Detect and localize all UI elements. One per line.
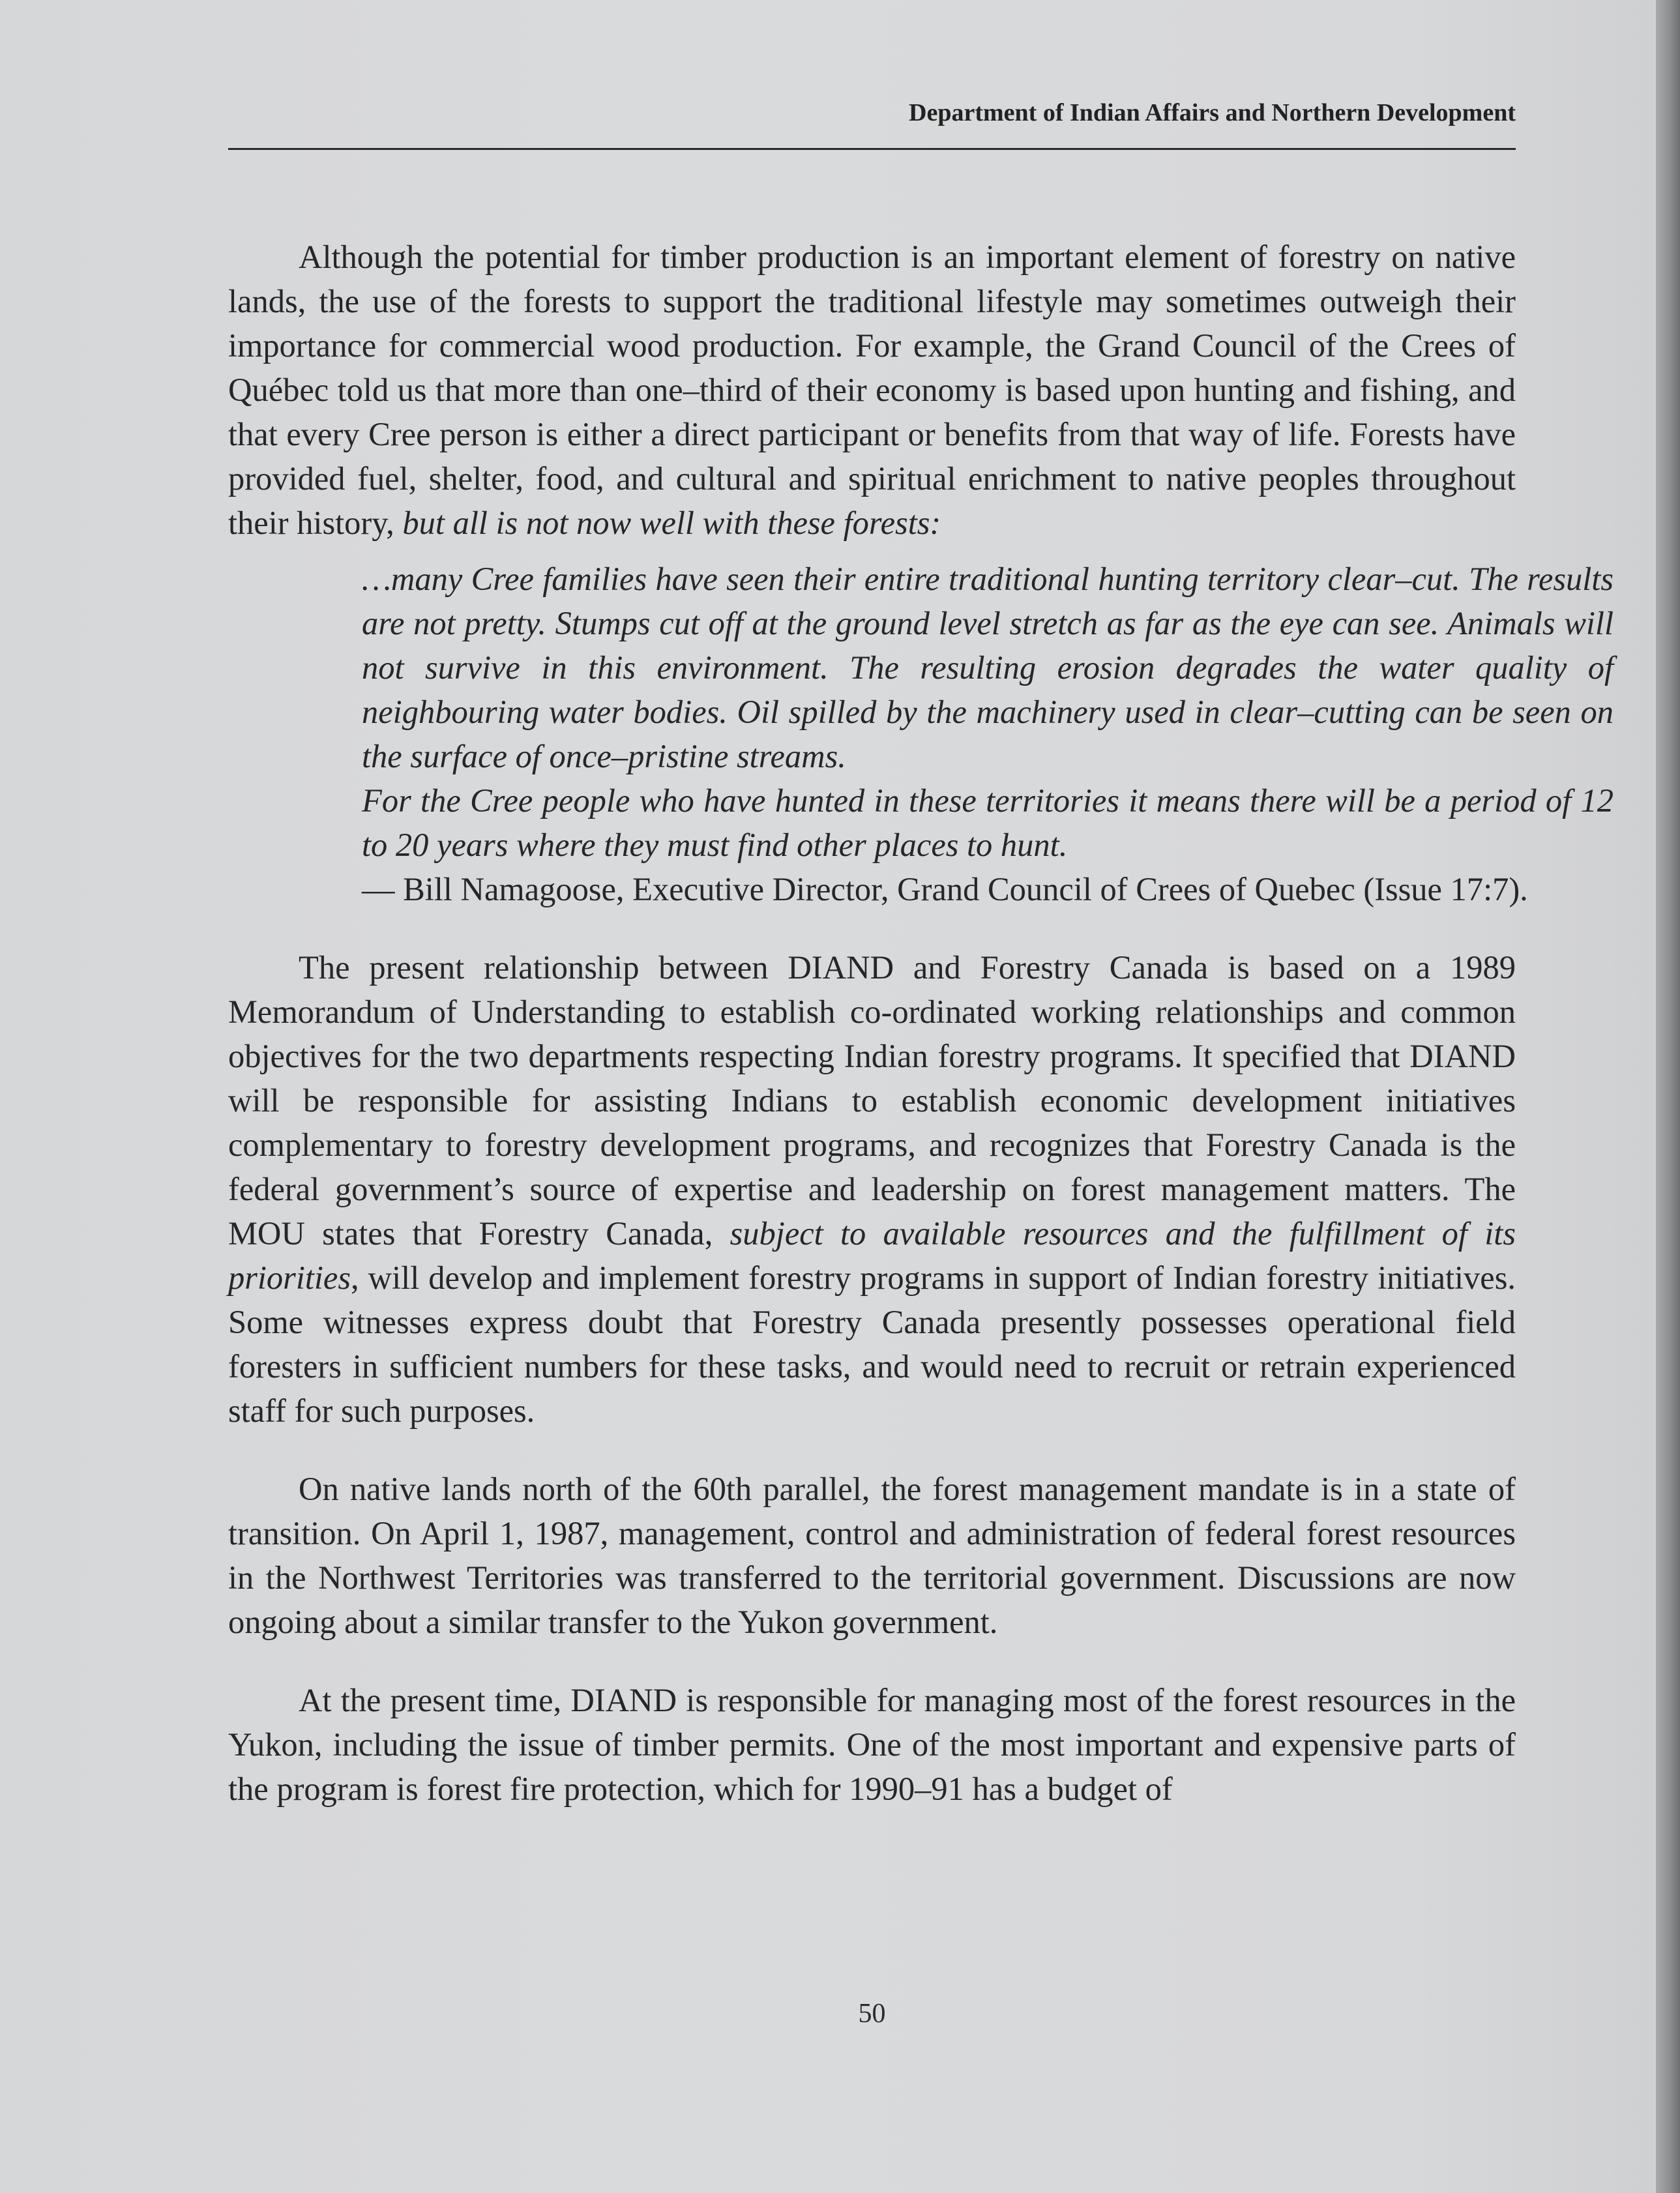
paragraph-1-text: Although the potential for timber production is an important element of forestry on native lands, the use of the forests to support the traditional lifestyle may sometimes outweigh their importance for commercial wood production. For example, the Grand Council of the Crees of Québec told us that more than one–third of their economy is based upon hunting and fishing, and that every Cree person is either a direct participant or benefits from that way of life. Forests have provided fuel, shelter, food, and cultural and spiritual enrichment to native peoples throughout their history, [228, 239, 1516, 541]
paragraph-2-text: The present relationship between DIAND and Forestry Canada is based on a 1989 Memorandum of Understanding to establish co-ordinated working relationships and common objectives for the two departments respecting Indian forestry programs. It specified that DIAND will be responsible for assisting Indians to establish economic development initiatives complementary to forestry development programs, and recognizes that Forestry Canada is the federal government’s source of expertise and leadership on forest management matters. The MOU states that Forestry Canada, [228, 949, 1516, 1252]
block-quote [362, 557, 1614, 911]
paragraph-2-text-end: , will develop and implement forestry programs in support of Indian forestry initiatives. Some witnesses express doubt that Forestry Canada presently possesses operational field foresters in sufficient numbers for these tasks, and would need to recruit or retrain experienced staff for such purposes. [228, 1259, 1516, 1429]
page-number: 50 [858, 1999, 886, 2029]
paragraph-2 [228, 945, 1516, 1433]
paragraph-4: At the present time, DIAND is responsible for managing most of the forest resources in the Yukon, including the issue of timber permits. One of the most important and expensive parts of the program is forest fire protection, which for 1990–91 has a budget of [228, 1682, 1516, 1807]
header-rule [228, 148, 1516, 150]
quote-part-1: …many Cree families have seen their entire traditional hunting territory clear–cut. The results are not pretty. Stumps cut off at the ground level stretch as far as the eye can see. Animals will not survive in this environment. The resulting erosion degrades the water quality of neighbouring water bodies. Oil spilled by the machinery used in clear–cutting can be seen on the surface of once–pristine streams. [362, 561, 1614, 774]
paragraph-1 [228, 235, 1516, 545]
quote-part-2: For the Cree people who have hunted in these territories it means there will be a period of 12 to 20 years where they must find other places to hunt. [362, 782, 1614, 863]
body-text [228, 235, 1614, 1811]
page-binding-edge [1656, 0, 1680, 2193]
paragraph-1-italic: but all is not now well with these forests: [402, 505, 941, 541]
running-header: Department of Indian Affairs and Northern Development [909, 99, 1516, 126]
paragraph-3: On native lands north of the 60th parallel, the forest management mandate is in a state of transition. On April 1, 1987, management, control and administration of federal forest resources in the Northwest Territories was transferred to the territorial government. Discussions are now ongoing about a similar transfer to the Yukon government. [228, 1471, 1516, 1640]
paragraph-2-italic: subject to available resources and the fulfillment of its priorities [228, 1215, 1516, 1296]
quote-attribution: — Bill Namagoose, Executive Director, Grand Council of Crees of Quebec (Issue 17:7). [362, 871, 1528, 907]
